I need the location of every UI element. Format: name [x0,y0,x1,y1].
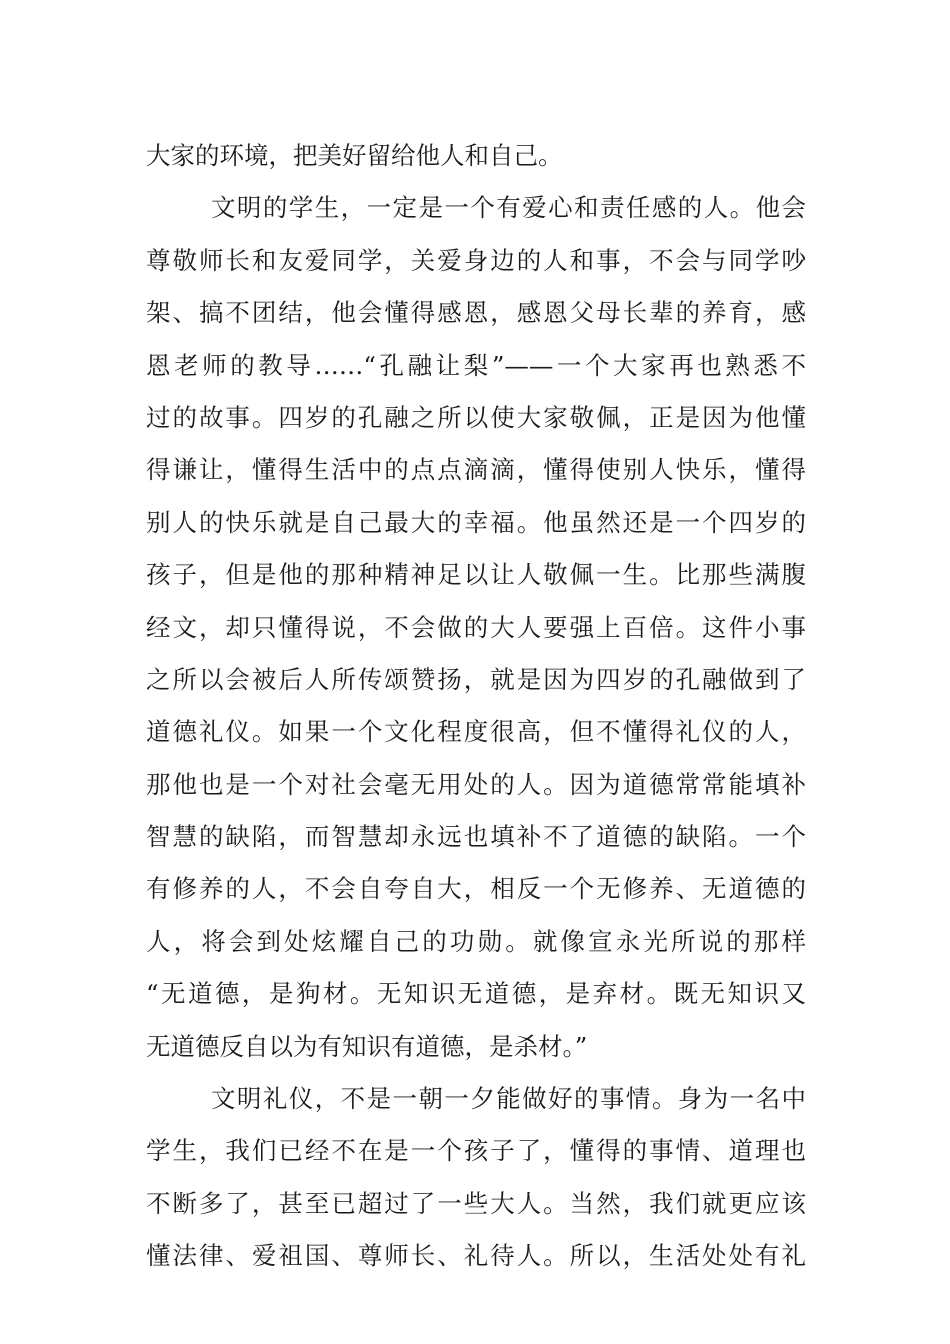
paragraph-first-line: 文明礼仪，不是一朝一夕能做好的事情。身为一名中 [211,1084,806,1114]
text-line: “无道德，是狗材。无知识无道德，是弃材。既无知识又 [146,979,806,1009]
text-line: 架、搞不团结，他会懂得感恩，感恩父母长辈的养育，感 [146,298,806,328]
text-line: 懂法律、爱祖国、尊师长、礼待人。所以，生活处处有礼 [146,1241,806,1271]
paragraph-last-line: 无道德反自以为有知识有道德，是杀材。” [146,1031,588,1061]
text-line: 智慧的缺陷，而智慧却永远也填补不了道德的缺陷。一个 [146,822,806,852]
text-line: 孩子，但是他的那种精神足以让人敬佩一生。比那些满腹 [146,560,806,590]
text-line: 经文，却只懂得说，不会做的大人要强上百倍。这件小事 [146,612,806,642]
text-line: 学生，我们已经不在是一个孩子了，懂得的事情、道理也 [146,1136,806,1166]
paragraph-first-line: 文明的学生，一定是一个有爱心和责任感的人。他会 [211,193,806,223]
body-text [146,130,806,1283]
text-line: 大家的环境，把美好留给他人和自己。 [146,141,563,170]
text-line: 尊敬师长和友爱同学，关爱身边的人和事，不会与同学吵 [146,245,806,275]
text-line: 不断多了，甚至已超过了一些大人。当然，我们就更应该 [146,1188,806,1218]
text-line: 过的故事。四岁的孔融之所以使大家敬佩，正是因为他懂 [146,402,806,432]
text-line: 有修养的人，不会自夸自大，相反一个无修养、无道德的 [146,874,806,904]
text-line: 得谦让，懂得生活中的点点滴滴，懂得使别人快乐，懂得 [146,455,806,485]
text-line: 之所以会被后人所传颂赞扬，就是因为四岁的孔融做到了 [146,664,806,694]
text-line: 那他也是一个对社会毫无用处的人。因为道德常常能填补 [146,769,806,799]
text-line: 恩老师的教导……“孔融让梨”——一个大家再也熟悉不 [146,350,806,380]
text-line: 人，将会到处炫耀自己的功勋。就像宣永光所说的那样 [146,926,806,956]
text-line: 别人的快乐就是自己最大的幸福。他虽然还是一个四岁的 [146,507,806,537]
text-line: 道德礼仪。如果一个文化程度很高，但不懂得礼仪的人， [146,717,806,747]
